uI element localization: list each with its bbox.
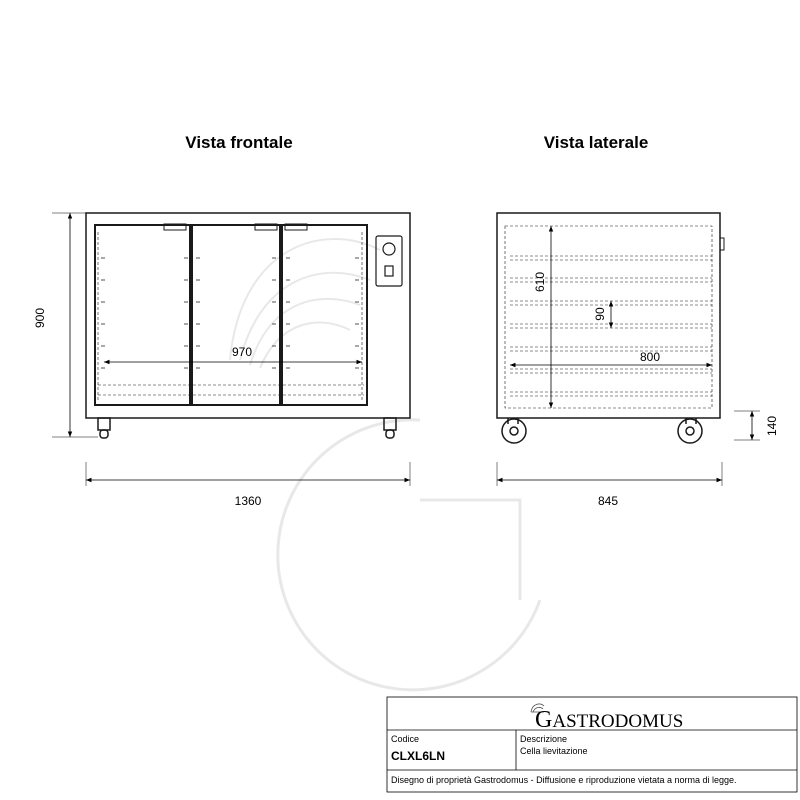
code-label: Codice — [391, 734, 420, 744]
dimension-label-depth: 845 — [597, 494, 619, 508]
dimension-label-inner-width: 970 — [231, 345, 253, 359]
side-view — [497, 213, 724, 443]
front-dashed-interior — [98, 232, 364, 400]
title-block-footer: Disegno di proprietà Gastrodomus - Diffusione e riproduzione vietata a norma di legge. — [391, 775, 737, 785]
brand-rest: ASTRODOMUS — [552, 711, 684, 732]
watermark-logo — [230, 239, 540, 690]
dimension-label-width: 1360 — [234, 494, 262, 508]
front-door-right — [282, 225, 367, 405]
side-dashed-interior — [505, 226, 712, 408]
dimension-label-wheel-height: 140 — [765, 415, 779, 437]
dimension-label-inner-height: 610 — [533, 271, 547, 293]
side-wheels — [502, 418, 702, 443]
front-view — [86, 213, 410, 438]
dimension-label-height: 900 — [33, 307, 47, 329]
dimension-label-inner-depth: 800 — [639, 350, 661, 364]
description-label: Descrizione — [520, 734, 568, 744]
dimension-label-shelf-spacing: 90 — [593, 307, 607, 321]
description-value: Cella lievitazione — [520, 746, 588, 756]
front-door-left — [95, 225, 190, 405]
side-view-title: Vista laterale — [543, 133, 649, 152]
side-cabinet-outline — [497, 213, 720, 418]
brand-name — [535, 707, 683, 733]
control-display — [385, 266, 393, 276]
front-door-center — [192, 225, 280, 405]
brand-initial: G — [535, 707, 553, 733]
control-knob — [383, 243, 395, 255]
front-view-title: Vista frontale — [185, 133, 293, 152]
code-value: CLXL6LN — [391, 749, 445, 763]
